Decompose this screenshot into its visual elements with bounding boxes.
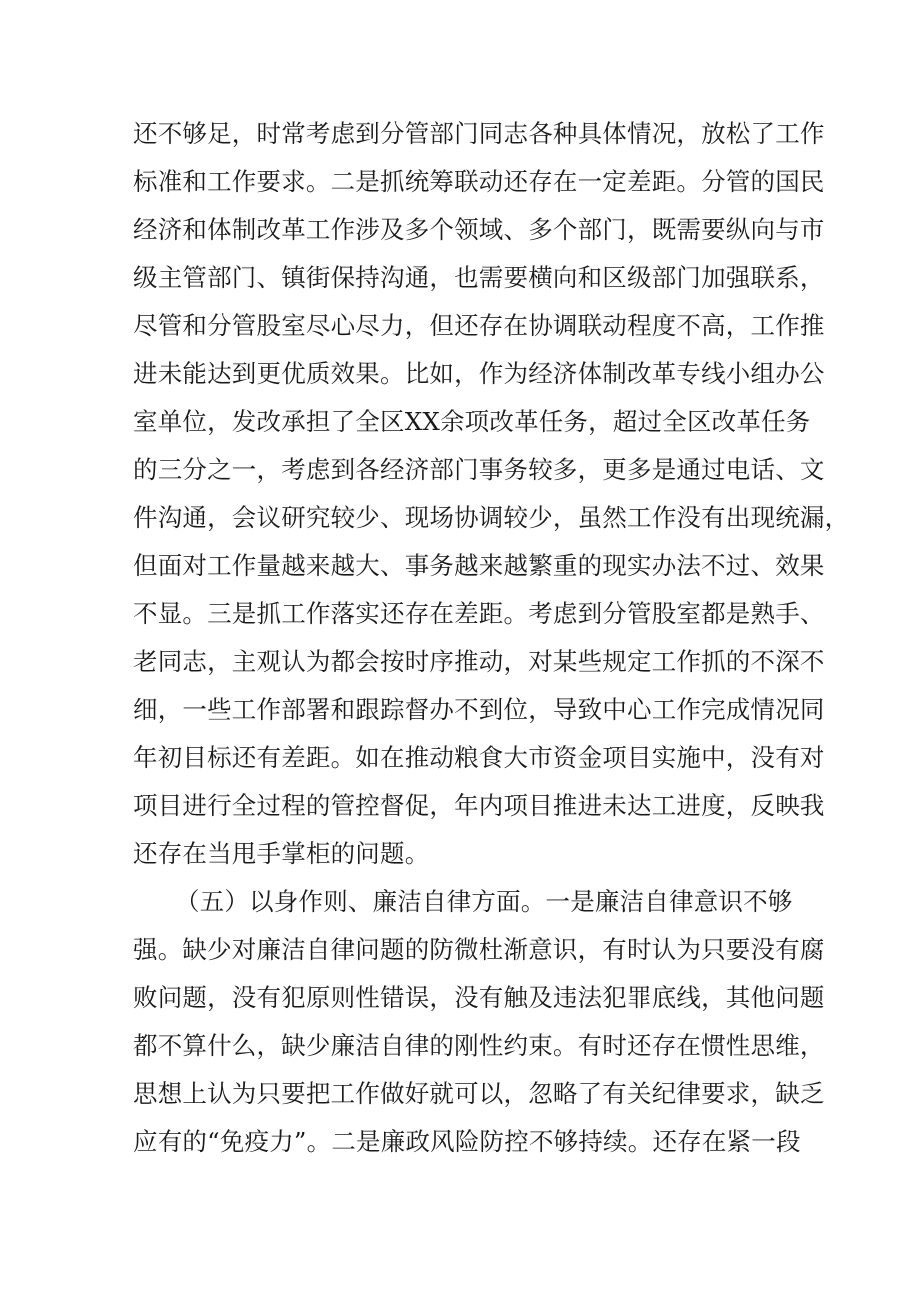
- text-line: 件沟通，会议研究较少、现场协调较少，虽然工作没有出现统漏，: [133, 503, 850, 532]
- text-line: 级主管部门、镇街保持沟通，也需要横向和区级部门加强联系，: [133, 263, 825, 292]
- text-line: 尽管和分管股室尽心尽力，但还存在协调联动程度不高，工作推: [133, 311, 825, 340]
- text-line: 应有的“免疫力”。二是廉政风险防控不够持续。还存在紧一段: [133, 1127, 801, 1156]
- text-line: 强。缺少对廉洁自律问题的防微杜渐意识，有时认为只要没有腐: [133, 935, 825, 964]
- text-line: 还不够足，时常考虑到分管部门同志各种具体情况，放松了工作: [133, 119, 825, 148]
- text-line: 的三分之一，考虑到各经济部门事务较多，更多是通过电话、文: [133, 455, 825, 484]
- text-line: 进未能达到更优质效果。比如，作为经济体制改革专线小组办公: [133, 359, 825, 388]
- text-line: 都不算什么，缺少廉洁自律的刚性约束。有时还存在惯性思维，: [133, 1031, 825, 1060]
- text-line: 还存在当甩手掌柜的问题。: [133, 839, 430, 868]
- body-text: [133, 110, 850, 1166]
- text-line: 年初目标还有差距。如在推动粮食大市资金项目实施中，没有对: [133, 743, 825, 772]
- text-line: 败问题，没有犯原则性错误，没有触及违法犯罪底线，其他问题: [133, 983, 825, 1012]
- text-line: 室单位，发改承担了全区XX余项改革任务，超过全区改革任务: [133, 407, 811, 436]
- section-heading-line: （五）以身作则、廉洁自律方面。一是廉洁自律意识不够: [175, 887, 793, 916]
- text-line: 不显。三是抓工作落实还存在差距。考虑到分管股室都是熟手、: [133, 599, 825, 628]
- text-line: 思想上认为只要把工作做好就可以，忽略了有关纪律要求，缺乏: [133, 1079, 825, 1108]
- text-line: 项目进行全过程的管控督促，年内项目推进未达工进度，反映我: [133, 791, 825, 820]
- text-line: 细，一些工作部署和跟踪督办不到位，导致中心工作完成情况同: [133, 695, 825, 724]
- text-line: 但面对工作量越来越大、事务越来越繁重的现实办法不过、效果: [133, 551, 825, 580]
- text-line: 标准和工作要求。二是抓统筹联动还存在一定差距。分管的国民: [133, 167, 825, 196]
- text-line: 经济和体制改革工作涉及多个领域、多个部门，既需要纵向与市: [133, 215, 825, 244]
- text-line: 老同志，主观认为都会按时序推动，对某些规定工作抓的不深不: [133, 647, 825, 676]
